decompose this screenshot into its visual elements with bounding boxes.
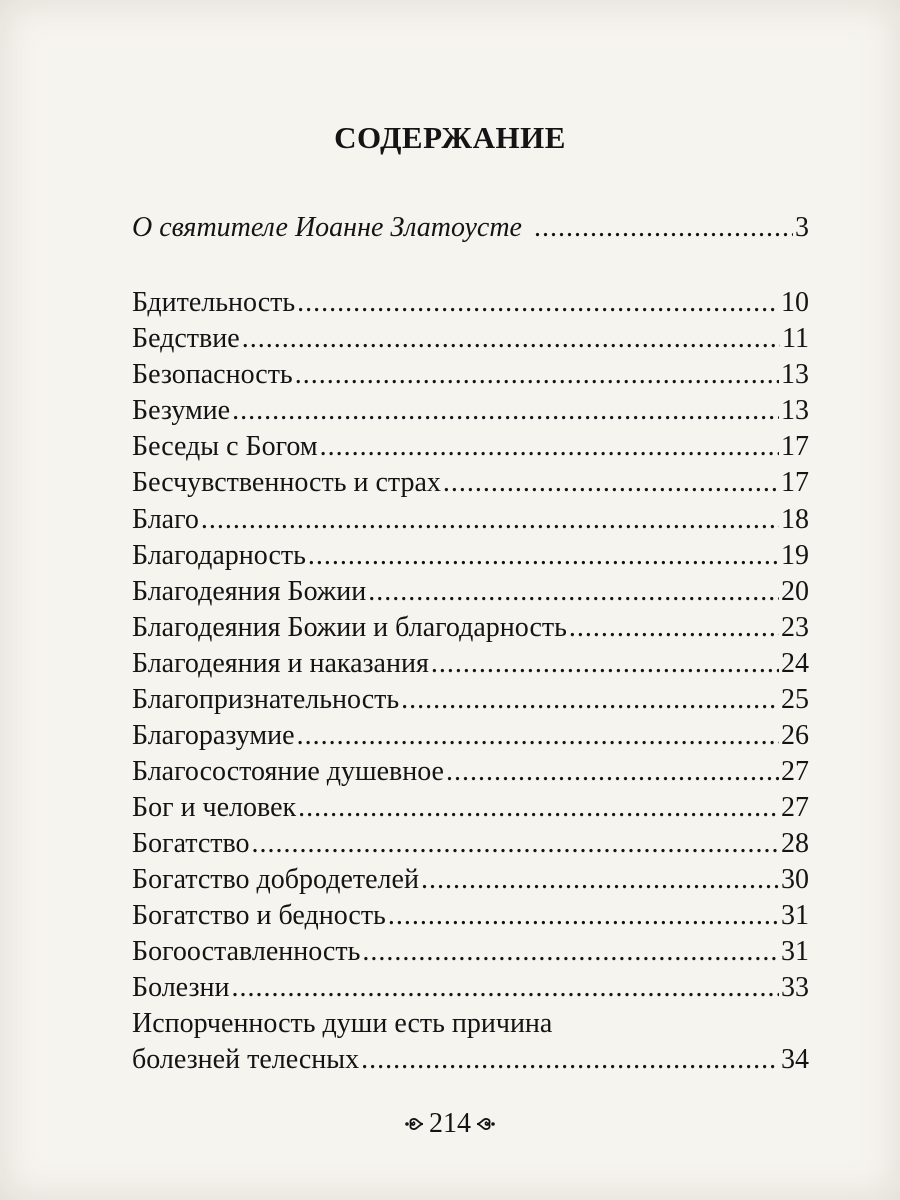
toc-entry — [132, 322, 809, 356]
toc-entry-page: 11 — [782, 323, 809, 354]
toc-leader-dots — [320, 430, 779, 464]
toc-entry-label: Благодарность — [132, 540, 306, 571]
toc-entry-page: 13 — [781, 359, 809, 390]
toc-entry-page: 28 — [781, 828, 809, 859]
toc-entry-label: Беседы с Богом — [132, 431, 318, 462]
toc-entry-label: Бесчувственность и страх — [132, 467, 441, 498]
toc-entry-page: 25 — [781, 684, 809, 715]
toc-entry-multiline — [132, 1043, 809, 1077]
flourish-left-icon — [403, 1113, 425, 1135]
toc-entry — [132, 358, 809, 392]
toc-leader-dots — [252, 827, 779, 861]
toc-entry-page: 31 — [781, 936, 809, 967]
toc-entry — [132, 430, 809, 464]
toc-entry-page: 27 — [781, 792, 809, 823]
toc-entry-label: Благодеяния Божии — [132, 576, 367, 607]
toc-entry-label-line2: болезней телесных — [132, 1044, 360, 1075]
toc-entry — [132, 827, 809, 861]
toc-entry-label: Благо — [132, 504, 199, 535]
toc-leader-dots — [388, 899, 779, 933]
toc-entry-label: Благоразумие — [132, 720, 295, 751]
toc-entry — [132, 286, 809, 320]
toc-entry — [132, 503, 809, 537]
toc-entry-page: 27 — [781, 756, 809, 787]
toc-entry-page: 10 — [781, 287, 809, 318]
toc-leader-dots — [297, 719, 779, 753]
toc-entry-page: 26 — [781, 720, 809, 751]
toc-entry-label: Благопризнательность — [132, 684, 400, 715]
toc-leader-dots — [431, 647, 779, 681]
page-title: СОДЕРЖАНИЕ — [334, 120, 566, 155]
toc-entry — [132, 539, 809, 573]
toc-leader-dots — [368, 575, 779, 609]
toc-entry-page: 17 — [781, 467, 809, 498]
toc-entry-page: 23 — [781, 612, 809, 643]
toc-entry-page: 24 — [781, 648, 809, 679]
toc-leader-dots — [298, 791, 779, 825]
toc-leader-dots — [421, 863, 779, 897]
toc-entry-page: 18 — [781, 504, 809, 535]
toc-leader-dots — [443, 466, 779, 500]
toc-leader-dots — [232, 394, 779, 428]
toc-entry — [132, 791, 809, 825]
toc-entry — [132, 611, 809, 645]
toc-entry — [132, 719, 809, 753]
toc-entry-page: 34 — [781, 1044, 809, 1075]
toc-entry-label: Безопасность — [132, 359, 293, 390]
toc-entry — [132, 899, 809, 933]
toc-entry-label: Благосостояние душевное — [132, 756, 444, 787]
toc-entry-label: Благодеяния и наказания — [132, 648, 429, 679]
toc-leader-dots — [401, 683, 779, 717]
toc-entry-page: 20 — [781, 576, 809, 607]
toc-entry-page: 3 — [795, 212, 809, 243]
toc-entry-label: Бдительность — [132, 287, 296, 318]
toc-leader-dots — [361, 1043, 779, 1077]
toc-leader-dots — [231, 971, 779, 1005]
toc-leader-dots — [308, 539, 779, 573]
toc-entry-page: 33 — [781, 972, 809, 1003]
toc-entry-label: О святителе Иоанне Златоусте — [132, 212, 522, 243]
toc-entry-label: Богатство и бедность — [132, 900, 386, 931]
toc-entry-label-line1: Испорченность души есть причина — [132, 1008, 553, 1039]
toc-entry — [132, 863, 809, 897]
toc-entry-label: Безумие — [132, 395, 231, 426]
toc-entry-label: Бедствие — [132, 323, 240, 354]
toc-entry — [132, 683, 809, 717]
flourish-right-icon — [475, 1113, 497, 1135]
toc-entry-label: Богатство добродетелей — [132, 864, 419, 895]
page-number: 214 — [429, 1108, 471, 1139]
toc-leader-dots — [201, 503, 779, 537]
toc-leader-dots — [297, 286, 779, 320]
toc-entry-page: 30 — [781, 864, 809, 895]
toc-leader-dots — [362, 935, 779, 969]
toc-entry-page: 31 — [781, 900, 809, 931]
toc-entry-label: Бог и человек — [132, 792, 297, 823]
toc-leader-dots — [446, 755, 779, 789]
toc-entry-page: 19 — [781, 540, 809, 571]
toc-entry-page: 17 — [781, 431, 809, 462]
toc-entry-label: Болезни — [132, 972, 230, 1003]
page-footer — [0, 1108, 900, 1140]
toc-entry-label: Богатство — [132, 828, 250, 859]
toc-leader-dots — [534, 211, 793, 245]
toc-entry — [132, 971, 809, 1005]
toc-leader-dots — [569, 611, 779, 645]
toc-entry — [132, 466, 809, 500]
toc-leader-dots — [242, 322, 780, 356]
toc-entry-page: 13 — [781, 395, 809, 426]
toc-entry — [132, 935, 809, 969]
toc-entry — [132, 647, 809, 681]
toc-entry — [132, 394, 809, 428]
toc-entry-label: Богооставленность — [132, 936, 361, 967]
toc-entry-intro — [132, 211, 809, 245]
toc-entry — [132, 755, 809, 789]
toc-leader-dots — [295, 358, 779, 392]
toc-entry-label: Благодеяния Божии и благодарность — [132, 612, 567, 643]
toc-entry — [132, 575, 809, 609]
